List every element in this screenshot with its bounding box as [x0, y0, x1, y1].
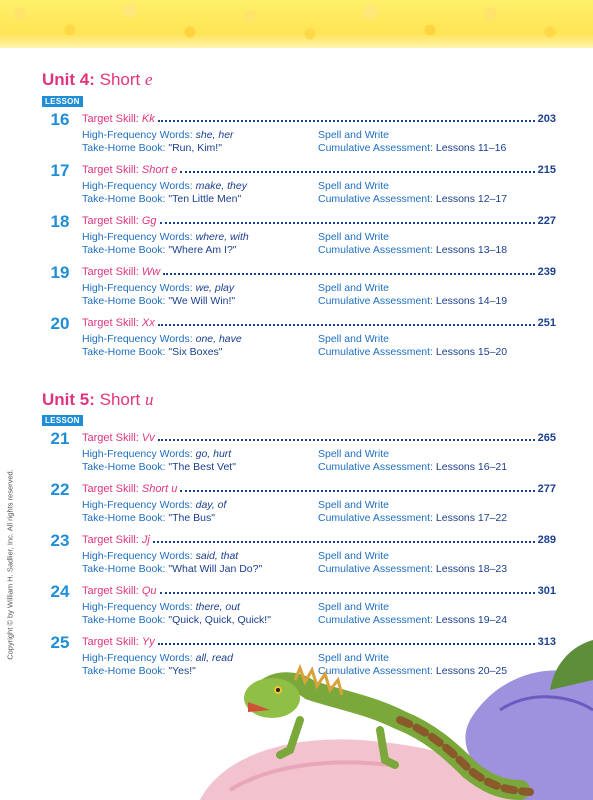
lesson-number: 19 [50, 263, 70, 282]
take-home-book: Take-Home Book: "Run, Kim!" [82, 142, 222, 154]
target-skill-label: Target Skill: [82, 483, 139, 495]
cumulative-assessment: Cumulative Assessment: Lessons 19–24 [318, 614, 508, 626]
copyright-notice: Copyright © by William H. Sadlier, Inc. All rights reserved. [5, 469, 15, 660]
lesson-24 [46, 582, 556, 633]
lesson-23 [46, 531, 556, 582]
unit-5-lesson-tag: LESSON [42, 415, 83, 426]
spell-and-write: Spell and Write [318, 180, 390, 192]
target-skill-value: Ww [141, 266, 161, 278]
high-frequency-words: High-Frequency Words: there, out [82, 601, 240, 613]
lesson-number: 17 [50, 161, 70, 180]
unit-4-lesson-tag: LESSON [42, 96, 83, 107]
page-number: 203 [537, 113, 556, 125]
lesson-21 [46, 429, 556, 480]
target-skill-value: Kk [141, 113, 155, 125]
lesson-number: 24 [50, 582, 70, 601]
high-frequency-words: High-Frequency Words: day, of [82, 499, 227, 511]
target-skill-label: Target Skill: [82, 266, 139, 278]
dot-leader [158, 323, 535, 326]
lesson-number: 16 [50, 110, 70, 129]
dot-leader [158, 438, 535, 441]
take-home-book: Take-Home Book: "The Best Vet" [82, 461, 236, 473]
high-frequency-words: High-Frequency Words: we, play [82, 282, 235, 294]
target-skill-line [82, 164, 556, 176]
target-skill-label: Target Skill: [82, 585, 139, 597]
page-number: 239 [537, 266, 556, 278]
lesson-18 [46, 212, 556, 263]
take-home-book: Take-Home Book: "We Will Win!" [82, 295, 236, 307]
high-frequency-words: High-Frequency Words: said, that [82, 550, 239, 562]
high-frequency-words: High-Frequency Words: she, her [82, 129, 234, 141]
dot-leader [180, 489, 534, 492]
take-home-book: Take-Home Book: "Yes!" [82, 665, 196, 677]
spell-and-write: Spell and Write [318, 129, 390, 141]
lesson-number: 20 [50, 314, 70, 333]
page-number: 215 [537, 164, 556, 176]
take-home-book: Take-Home Book: "Ten Little Men" [82, 193, 242, 205]
unit-5-label: Unit 5: [42, 390, 95, 409]
high-frequency-words: High-Frequency Words: where, with [82, 231, 249, 243]
spell-and-write: Spell and Write [318, 550, 390, 562]
target-skill-value: Short e [141, 164, 178, 176]
target-skill-line [82, 266, 556, 278]
unit-4-subtitle: Short [99, 70, 141, 89]
dot-leader [180, 170, 534, 173]
spell-and-write: Spell and Write [318, 282, 390, 294]
unit-4-title [42, 70, 153, 90]
lesson-number: 18 [50, 212, 70, 231]
target-skill-label: Target Skill: [82, 215, 139, 227]
cumulative-assessment: Cumulative Assessment: Lessons 18–23 [318, 563, 508, 575]
unit-4-label: Unit 4: [42, 70, 95, 89]
cumulative-assessment: Cumulative Assessment: Lessons 20–25 [318, 665, 508, 677]
take-home-book: Take-Home Book: "Quick, Quick, Quick!" [82, 614, 271, 626]
lesson-number: 25 [50, 633, 70, 652]
target-skill-label: Target Skill: [82, 636, 139, 648]
target-skill-value: Vv [141, 432, 155, 444]
target-skill-value: Short u [141, 483, 178, 495]
dot-leader [160, 591, 535, 594]
dot-leader [160, 221, 535, 224]
page-number: 277 [537, 483, 556, 495]
take-home-book: Take-Home Book: "Six Boxes" [82, 346, 223, 358]
target-skill-value: Yy [141, 636, 155, 648]
target-skill-label: Target Skill: [82, 534, 139, 546]
high-frequency-words: High-Frequency Words: all, read [82, 652, 233, 664]
iguana-illustration [200, 640, 593, 800]
iguana-head [244, 678, 300, 718]
dot-leader [158, 119, 535, 122]
unit-5-title [42, 390, 154, 410]
target-skill-label: Target Skill: [82, 113, 139, 125]
spell-and-write: Spell and Write [318, 601, 390, 613]
lesson-number: 22 [50, 480, 70, 499]
unit-5-subtitle-letter: u [145, 390, 154, 409]
cumulative-assessment: Cumulative Assessment: Lessons 12–17 [318, 193, 508, 205]
lesson-20 [46, 314, 556, 365]
iguana-pupil [276, 688, 280, 692]
unit-4-subtitle-letter: e [145, 70, 153, 89]
lesson-number: 23 [50, 531, 70, 550]
target-skill-line [82, 483, 556, 495]
lesson-number: 21 [50, 429, 70, 448]
spell-and-write: Spell and Write [318, 499, 390, 511]
target-skill-line [82, 432, 556, 444]
lesson-22 [46, 480, 556, 531]
high-frequency-words: High-Frequency Words: make, they [82, 180, 247, 192]
cumulative-assessment: Cumulative Assessment: Lessons 11–16 [318, 142, 507, 154]
high-frequency-words: High-Frequency Words: one, have [82, 333, 242, 345]
decorative-top-band [0, 0, 593, 48]
page-number: 251 [537, 317, 556, 329]
cumulative-assessment: Cumulative Assessment: Lessons 17–22 [318, 512, 508, 524]
lesson-17 [46, 161, 556, 212]
page-number: 313 [537, 636, 556, 648]
cumulative-assessment: Cumulative Assessment: Lessons 15–20 [318, 346, 508, 358]
cumulative-assessment: Cumulative Assessment: Lessons 14–19 [318, 295, 508, 307]
page-number: 227 [537, 215, 556, 227]
take-home-book: Take-Home Book: "Where Am I?" [82, 244, 237, 256]
page-number: 289 [537, 534, 556, 546]
take-home-book: Take-Home Book: "The Bus" [82, 512, 215, 524]
target-skill-line [82, 215, 556, 227]
target-skill-line [82, 585, 556, 597]
dot-leader [163, 272, 534, 275]
target-skill-value: Qu [141, 585, 157, 597]
spell-and-write: Spell and Write [318, 448, 390, 460]
spell-and-write: Spell and Write [318, 652, 390, 664]
take-home-book: Take-Home Book: "What Will Jan Do?" [82, 563, 263, 575]
target-skill-line [82, 534, 556, 546]
spell-and-write: Spell and Write [318, 333, 390, 345]
dot-leader [153, 540, 535, 543]
target-skill-line [82, 317, 556, 329]
unit-5-subtitle: Short [99, 390, 141, 409]
target-skill-label: Target Skill: [82, 432, 139, 444]
target-skill-value: Xx [141, 317, 155, 329]
cumulative-assessment: Cumulative Assessment: Lessons 13–18 [318, 244, 508, 256]
page-number: 265 [537, 432, 556, 444]
target-skill-value: Jj [141, 534, 150, 546]
target-skill-line [82, 113, 556, 125]
cumulative-assessment: Cumulative Assessment: Lessons 16–21 [318, 461, 508, 473]
spell-and-write: Spell and Write [318, 231, 390, 243]
lesson-19 [46, 263, 556, 314]
target-skill-label: Target Skill: [82, 317, 139, 329]
high-frequency-words: High-Frequency Words: go, hurt [82, 448, 232, 460]
target-skill-value: Gg [141, 215, 157, 227]
lesson-16 [46, 110, 556, 161]
target-skill-label: Target Skill: [82, 164, 139, 176]
page-number: 301 [537, 585, 556, 597]
